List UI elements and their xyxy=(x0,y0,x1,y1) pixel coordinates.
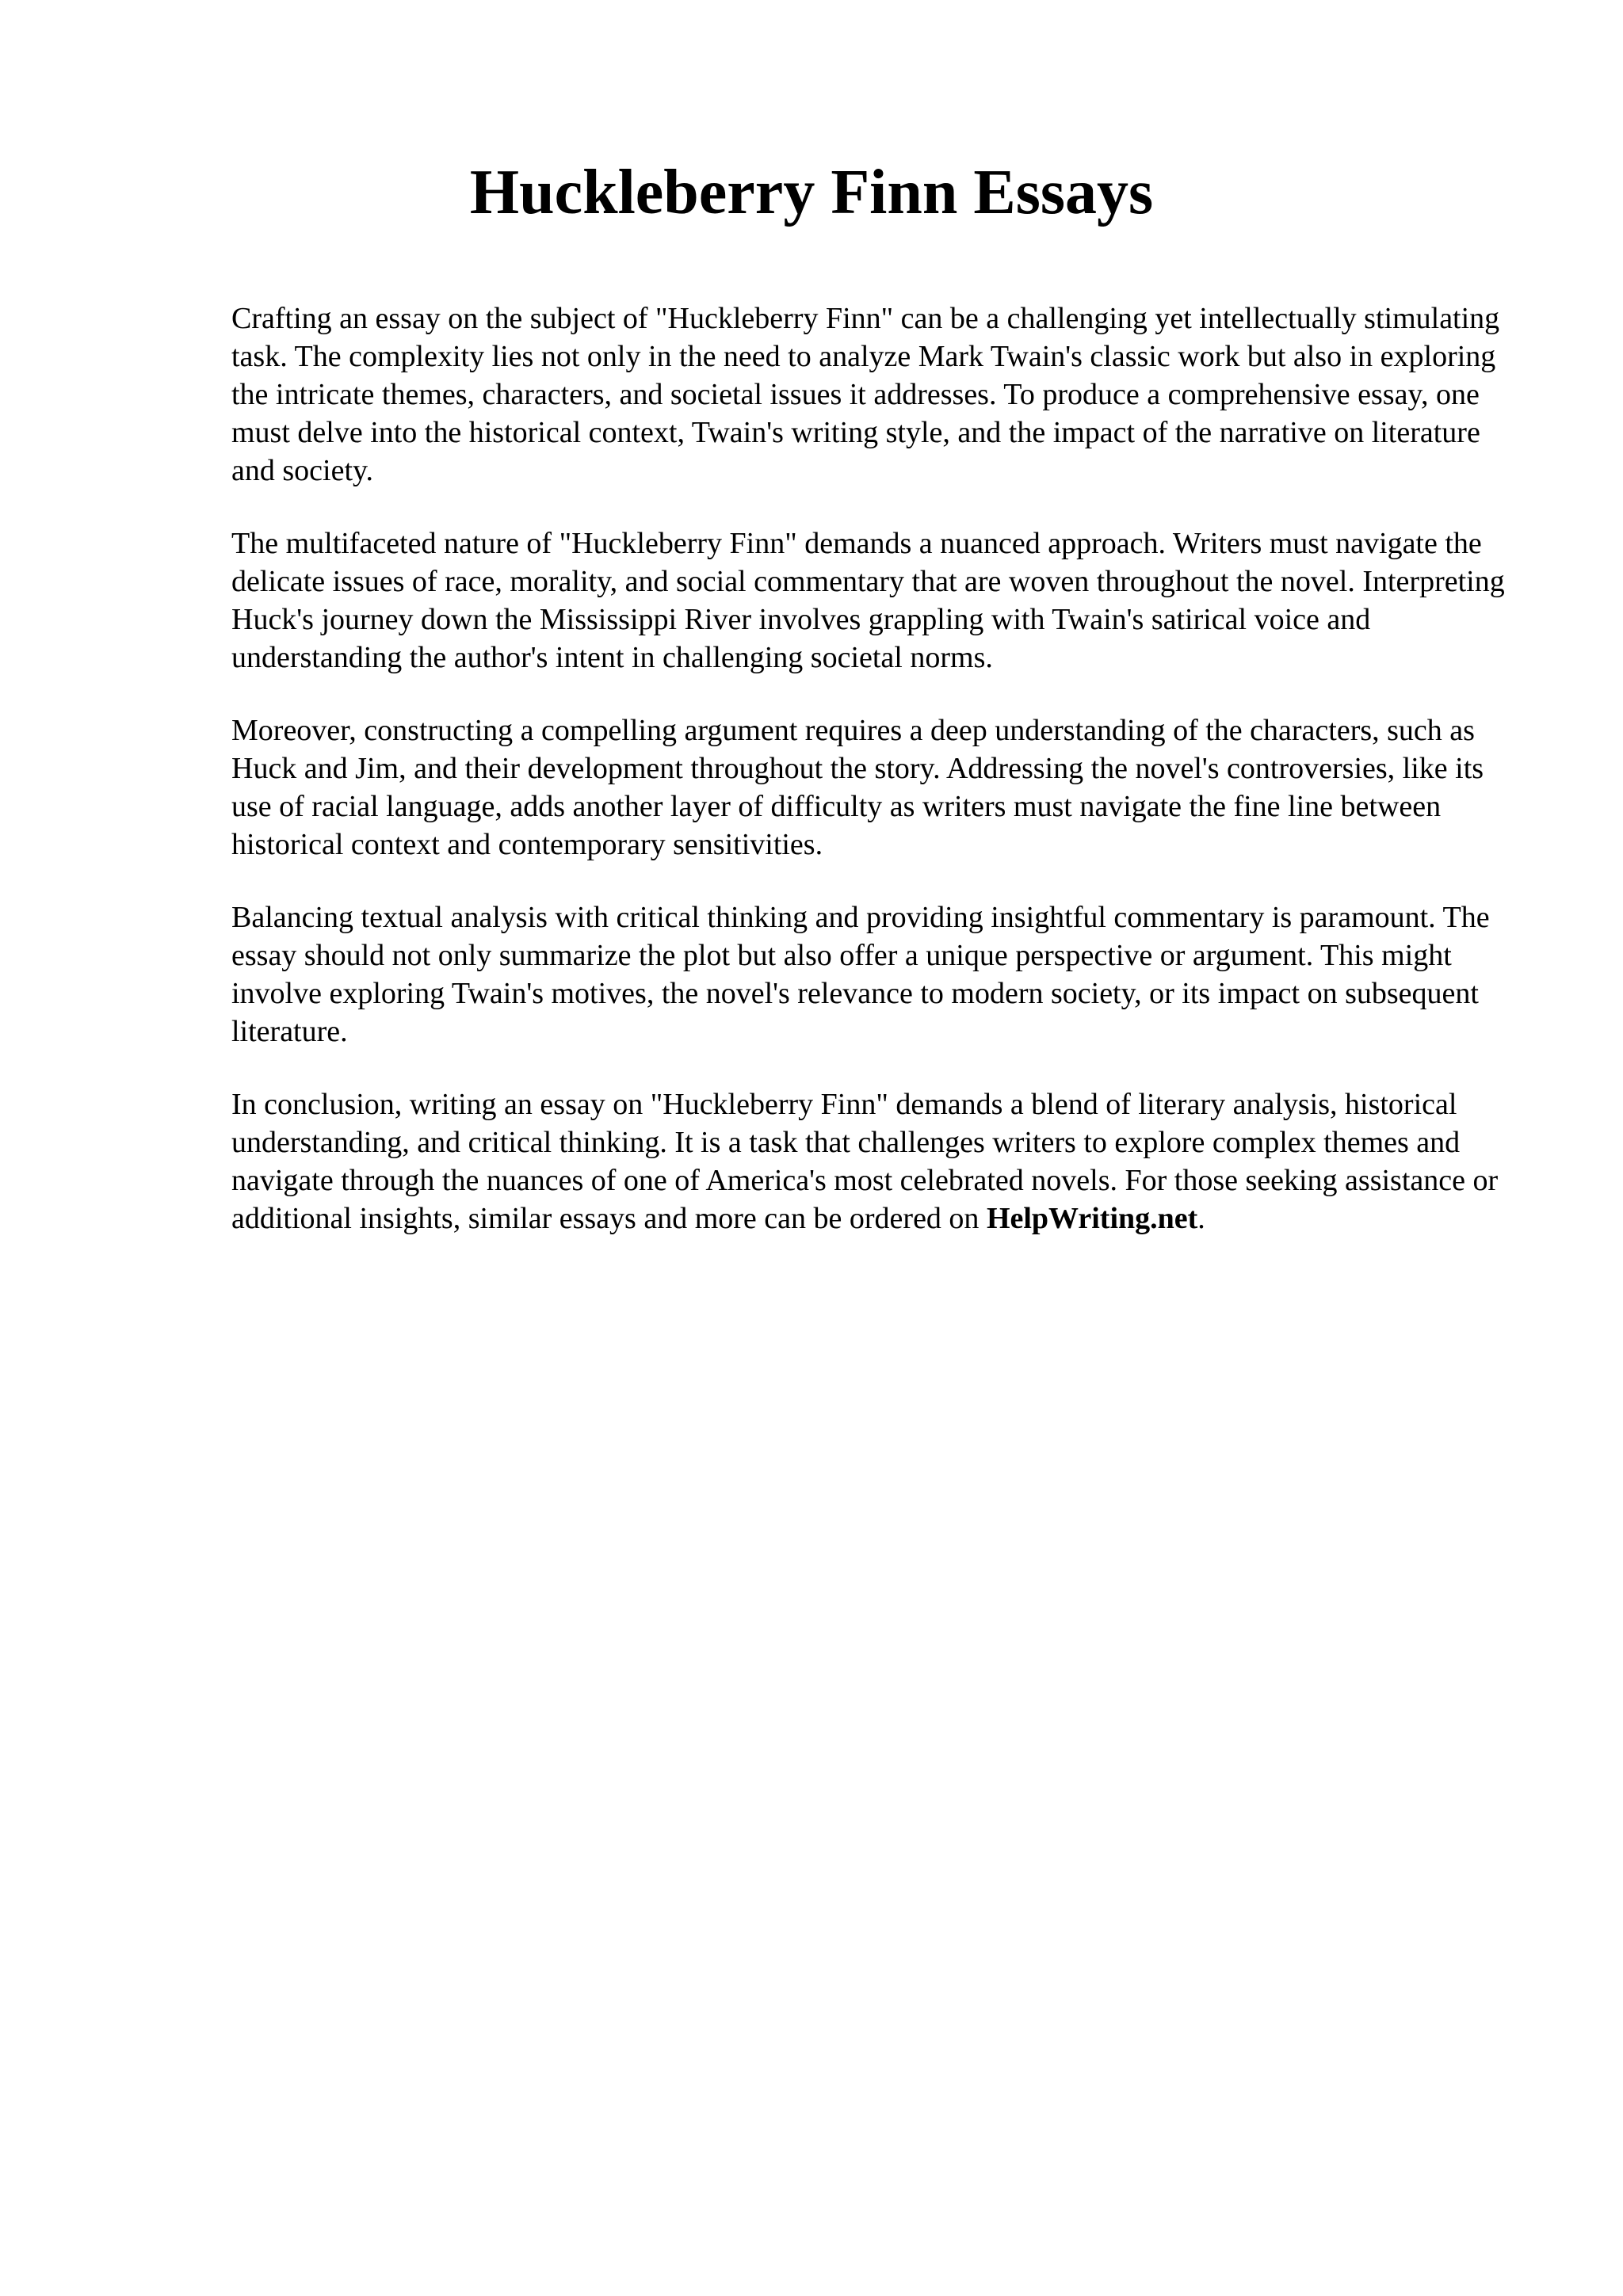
paragraph-4: Balancing textual analysis with critical thinking and providing insightful commentary is paramount. The essay should not only summarize the plot but also offer a unique perspective or argument. This might involve exploring Twain's motives, the novel's relevance to modern society, or its impact on subsequent literature. xyxy=(231,901,1490,1048)
document-body xyxy=(231,299,1531,1272)
paragraph-conclusion xyxy=(231,1085,1531,1238)
paragraph-2: The multifaceted nature of "Huckleberry Finn" demands a nuanced approach. Writers must navigate the delicate issues of race, morality, and social commentary that are woven throughout the novel. Interpreting Huck's journey down the Mississippi River involves grappling with Twain's satirical voice and understanding the author's intent in challenging societal norms. xyxy=(231,527,1505,674)
conclusion-period: . xyxy=(1197,1202,1205,1235)
conclusion-text: In conclusion, writing an essay on "Huckleberry Finn" demands a blend of literary analysis, historical understanding, and critical thinking. It is a task that challenges writers to explore complex themes and navigate through the nuances of one of America's most celebrated novels. For those seeking assistance or additional insights, similar essays and more can be ordered on xyxy=(231,1088,1499,1235)
paragraph-3: Moreover, constructing a compelling argument requires a deep understanding of the characters, such as Huck and Jim, and their development throughout the story. Addressing the novel's controversies, like its use of racial language, adds another layer of difficulty as writers must navigate the fine line between historical context and contemporary sensitivities. xyxy=(231,714,1484,861)
helpwriting-link[interactable]: HelpWriting.net xyxy=(986,1202,1198,1235)
document-title: Huckleberry Finn Essays xyxy=(469,158,1154,227)
paragraph-1: Crafting an essay on the subject of "Huckleberry Finn" can be a challenging yet intellectually stimulating task. The complexity lies not only in the need to analyze Mark Twain's classic work but also in exploring the intricate themes, characters, and societal issues it addresses. To produce a comprehensive essay, one must delve into the historical context, Twain's writing style, and the impact of the narrative on literature and society. xyxy=(231,302,1500,487)
